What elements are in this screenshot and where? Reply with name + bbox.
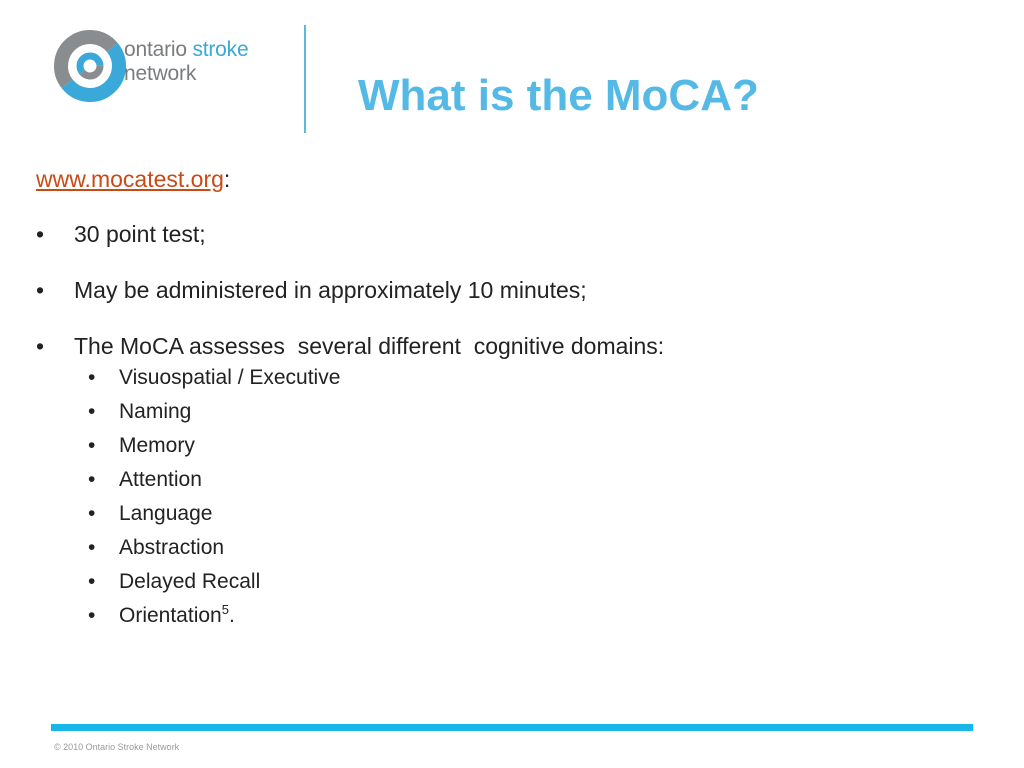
bullet-symbol: • <box>88 366 96 389</box>
logo-word-ontario: ontario <box>124 38 187 61</box>
domain-item <box>74 565 976 599</box>
bullet-symbol: • <box>88 536 96 559</box>
logo-word-stroke: stroke <box>192 38 249 61</box>
bullet-symbol: • <box>36 221 45 247</box>
domain-text: Language <box>119 502 213 525</box>
bullet-list <box>36 215 976 633</box>
ontario-stroke-network-logo <box>50 26 290 106</box>
source-line <box>36 160 976 198</box>
domain-item <box>74 395 976 429</box>
logo-ring-icon <box>50 26 130 106</box>
domain-item <box>74 361 976 395</box>
domain-text: Delayed Recall <box>119 570 261 593</box>
bullet-symbol: • <box>88 400 96 423</box>
footer-bar <box>51 724 973 731</box>
bullet-item <box>36 215 976 253</box>
domain-item <box>74 531 976 565</box>
bullet-item <box>36 327 976 633</box>
domain-text: Visuospatial / Executive <box>119 366 341 389</box>
domain-text: Memory <box>119 434 195 457</box>
logo-wordmark <box>124 38 248 86</box>
domain-item <box>74 463 976 497</box>
bullet-symbol: • <box>88 434 96 457</box>
slide-content <box>36 160 976 633</box>
reference-superscript: 5 <box>221 602 229 617</box>
domain-item <box>74 429 976 463</box>
domain-text: Attention <box>119 468 202 491</box>
domain-suffix: . <box>228 604 235 627</box>
mocatest-link[interactable]: www.mocatest.org <box>36 166 224 192</box>
domain-list <box>74 361 976 633</box>
domain-item <box>74 599 976 633</box>
domain-text: Naming <box>119 400 192 423</box>
domain-item <box>74 497 976 531</box>
header-divider <box>304 25 306 133</box>
domain-text: Abstraction <box>119 536 225 559</box>
bullet-item <box>36 271 976 309</box>
bullet-symbol: • <box>88 604 96 627</box>
bullet-text: The MoCA assesses several different cognitive domains: <box>74 333 665 359</box>
bullet-symbol: • <box>36 333 45 359</box>
bullet-symbol: • <box>36 277 45 303</box>
bullet-symbol: • <box>88 570 96 593</box>
bullet-symbol: • <box>88 502 96 525</box>
logo-line-1 <box>124 38 248 62</box>
footer-copyright: © 2010 Ontario Stroke Network <box>54 742 180 752</box>
bullet-text: May be administered in approximately 10 minutes; <box>74 277 587 303</box>
bullet-symbol: • <box>88 468 96 491</box>
domain-text: Orientation <box>119 604 222 627</box>
bullet-text: 30 point test; <box>74 221 206 247</box>
slide-title: What is the MoCA? <box>358 71 759 120</box>
source-colon: : <box>223 166 231 192</box>
logo-line-2: network <box>124 62 197 85</box>
